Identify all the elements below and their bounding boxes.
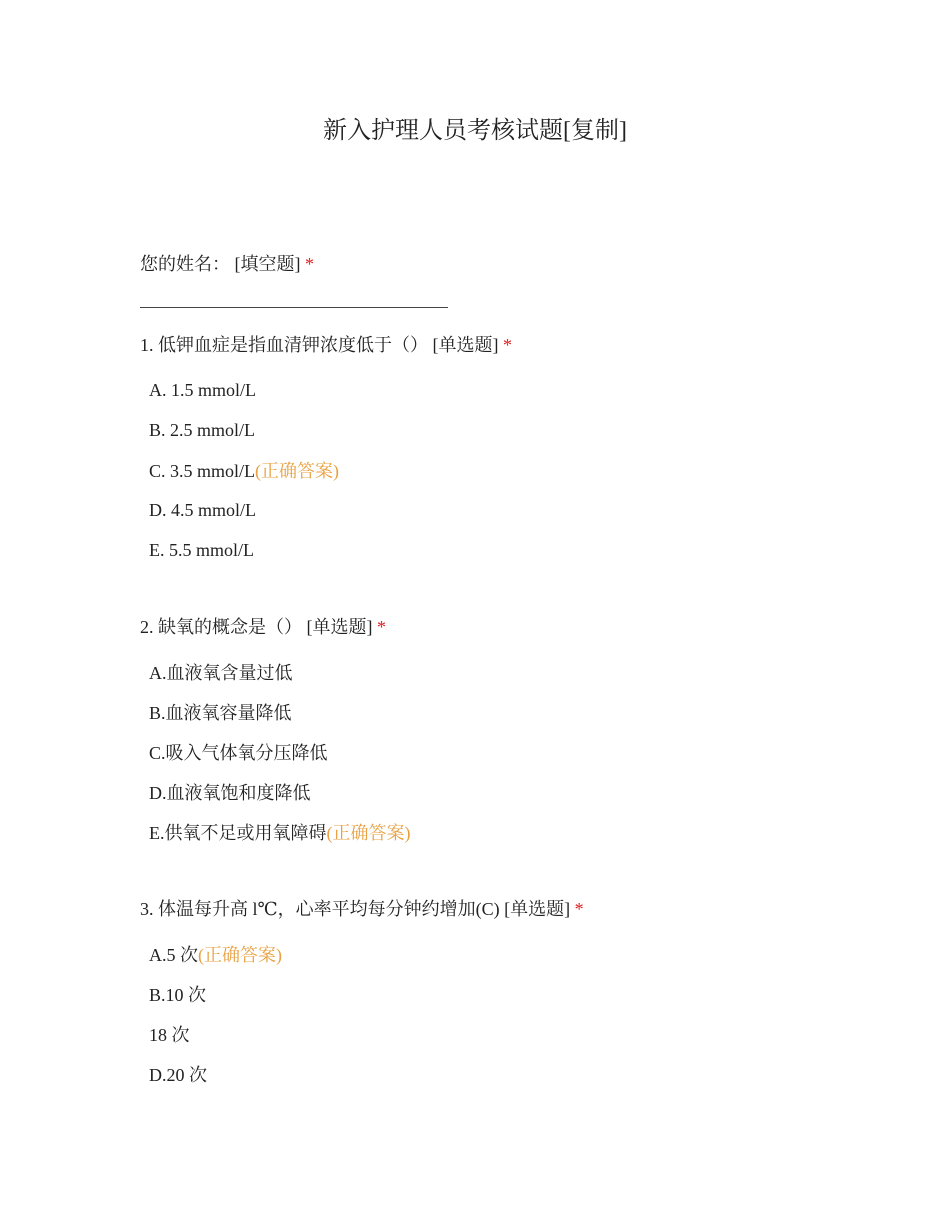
- option-1a[interactable]: [149, 378, 256, 402]
- option-text: 18 次: [149, 1025, 190, 1045]
- option-text: B. 2.5 mmol/L: [149, 420, 256, 440]
- correct-answer-note: (正确答案): [326, 823, 411, 843]
- question-text: 1. 低钾血症是指血清钾浓度低于（）: [140, 335, 428, 355]
- option-text: C. 3.5 mmol/L: [149, 461, 256, 481]
- question-2: [140, 615, 386, 639]
- option-2b[interactable]: [149, 701, 292, 725]
- option-text: E.供氧不足或用氧障碍: [149, 823, 327, 843]
- document-title: 新入护理人员考核试题[复制]: [323, 118, 627, 144]
- option-2d[interactable]: [149, 781, 311, 805]
- name-label: 您的姓名：: [140, 254, 230, 274]
- option-3d[interactable]: [149, 1063, 207, 1087]
- option-1c[interactable]: [149, 459, 339, 483]
- option-text: B.10 次: [149, 985, 207, 1005]
- option-3c[interactable]: [149, 1023, 190, 1047]
- option-text: D. 4.5 mmol/L: [149, 500, 256, 520]
- question-1: [140, 333, 512, 357]
- name-type-tag: [填空题]: [234, 254, 301, 274]
- required-mark: *: [305, 254, 314, 274]
- required-mark: *: [503, 335, 512, 355]
- name-blank-line[interactable]: [140, 307, 448, 308]
- name-question: [140, 252, 314, 276]
- correct-answer-note: (正确答案): [198, 945, 282, 965]
- required-mark: *: [377, 617, 386, 637]
- option-text: C.吸入气体氧分压降低: [149, 743, 328, 763]
- option-text: A.5 次: [149, 945, 198, 965]
- correct-answer-note: (正确答案): [255, 461, 340, 481]
- option-2e[interactable]: [149, 821, 411, 845]
- option-text: A. 1.5 mmol/L: [149, 380, 256, 400]
- question-text: 3. 体温每升高 l℃，心率平均每分钟约增加(C): [140, 899, 500, 919]
- option-1b[interactable]: [149, 418, 255, 442]
- option-text: D.20 次: [149, 1065, 207, 1085]
- option-text: B.血液氧容量降低: [149, 703, 292, 723]
- question-type-tag: [单选题]: [306, 617, 373, 637]
- option-3a[interactable]: [149, 943, 282, 967]
- option-3b[interactable]: [149, 983, 206, 1007]
- option-text: A.血液氧含量过低: [149, 663, 293, 683]
- question-3: [140, 897, 584, 921]
- option-2a[interactable]: [149, 661, 293, 685]
- required-mark: *: [574, 899, 584, 919]
- option-text: D.血液氧饱和度降低: [149, 783, 311, 803]
- question-type-tag: [单选题]: [432, 335, 499, 355]
- option-1d[interactable]: [149, 498, 256, 522]
- question-type-tag: [单选题]: [504, 899, 571, 919]
- option-text: E. 5.5 mmol/L: [149, 540, 254, 560]
- option-2c[interactable]: [149, 741, 328, 765]
- option-1e[interactable]: [149, 538, 254, 562]
- question-text: 2. 缺氧的概念是（）: [140, 617, 302, 637]
